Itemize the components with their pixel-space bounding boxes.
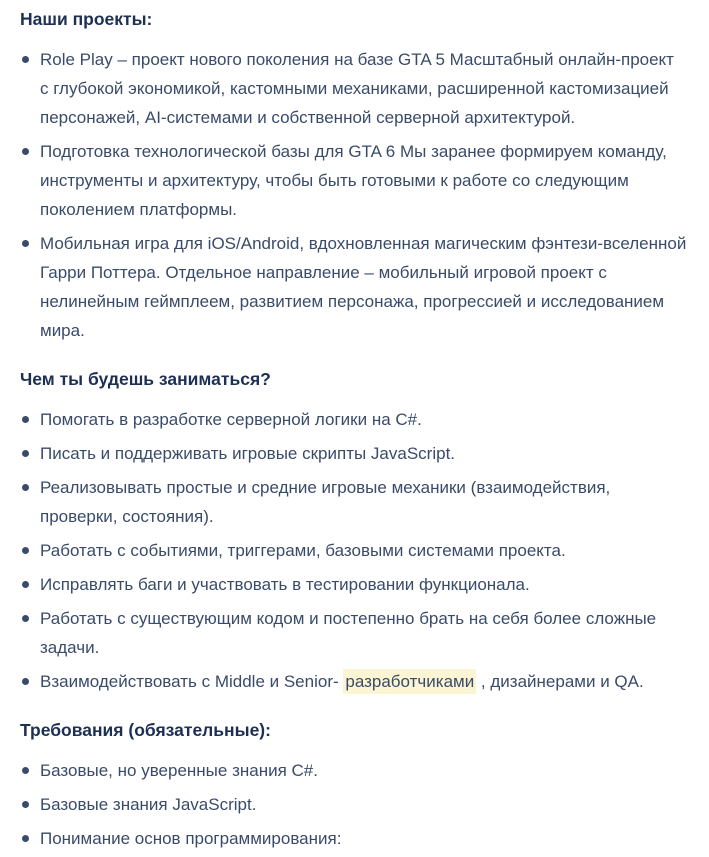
section-heading-projects: Наши проекты: [20, 9, 153, 29]
list-item: Подготовка технологической базы для GTA 6 Мы заранее формируем команду, инструменты и архитектуру, чтобы быть готовыми к работе со следующим поколением платформы. [20, 137, 687, 224]
list-item: Реализовывать простые и средние игровые механики (взаимодействия, проверки, состояния). [20, 473, 687, 531]
projects-list [20, 45, 687, 345]
section-heading-responsibilities: Чем ты будешь заниматься? [20, 369, 271, 389]
list-item: Role Play – проект нового поколения на базе GTA 5 Масштабный онлайн-проект с глубокой экономикой, кастомными механиками, расширенной кастомизацией персонажей, AI-системами и собственной серверной архитектурой. [20, 45, 687, 132]
list-item-text: Взаимодействовать с Middle и Senior- [40, 672, 344, 691]
list-item: Базовые знания JavaScript. [20, 790, 687, 819]
list-item: Исправлять баги и участвовать в тестировании функционала. [20, 570, 687, 599]
highlighted-text: разработчиками [343, 669, 476, 694]
requirements-list [20, 756, 687, 853]
list-item: Помогать в разработке серверной логики на C#. [20, 405, 687, 434]
list-item: Работать с существующим кодом и постепенно брать на себя более сложные задачи. [20, 604, 687, 662]
responsibilities-list [20, 405, 687, 696]
list-item: Базовые, но уверенные знания C#. [20, 756, 687, 785]
section-heading-requirements: Требования (обязательные): [20, 720, 271, 740]
list-item: Мобильная игра для iOS/Android, вдохновленная магическим фэнтези-вселенной Гарри Поттера. Отдельное направление – мобильный игровой проект с нелинейным геймплеем, развитием персонажа, прогрессией и исследованием мира. [20, 229, 687, 345]
list-item [20, 667, 687, 696]
list-item-text: , дизайнерами и QA. [476, 672, 644, 691]
list-item: Работать с событиями, триггерами, базовыми системами проекта. [20, 536, 687, 565]
list-item: Понимание основ программирования: [20, 824, 687, 853]
list-item: Писать и поддерживать игровые скрипты JavaScript. [20, 439, 687, 468]
